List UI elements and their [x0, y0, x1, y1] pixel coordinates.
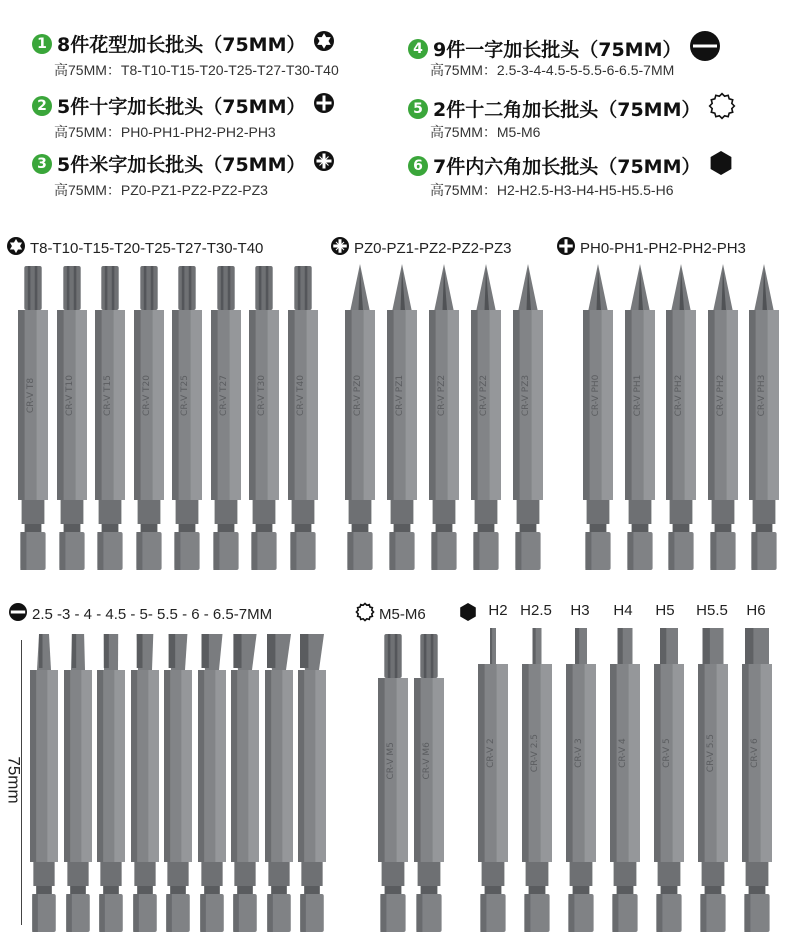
- spec-sizes-3: 高75MM：PZ0-PZ1-PZ2-PZ2-PZ3: [54, 182, 268, 198]
- group-label-text: M5-M6: [379, 605, 426, 623]
- spec-sizes-6: 高75MM：H2-H2.5-H3-H4-H5-H5.5-H6: [430, 182, 674, 198]
- twelve-point-icon: [708, 92, 736, 125]
- spec-number-badge: 2: [32, 96, 52, 116]
- group-label-pozidriv: [330, 236, 512, 260]
- svg-text:CR-V 5: CR-V 5: [662, 738, 672, 768]
- spec-number-badge: 1: [32, 34, 52, 54]
- hex-size-label: H5.5: [696, 602, 728, 619]
- svg-text:CR-V T10: CR-V T10: [64, 375, 75, 416]
- svg-text:CR-V 5.5: CR-V 5.5: [706, 733, 716, 773]
- phillips-icon: [313, 92, 335, 119]
- svg-text:CR-V T30: CR-V T30: [257, 375, 267, 416]
- spec-sizes-2: 高75MM：PH0-PH1-PH2-PH2-PH3: [54, 124, 276, 140]
- svg-text:CR-V 2.5: CR-V 2.5: [530, 733, 540, 773]
- bit-phillips: [625, 262, 655, 570]
- svg-text:CR-V PH0: CR-V PH0: [591, 374, 601, 417]
- svg-text:CR-V PH2: CR-V PH2: [674, 374, 684, 417]
- bit-phillips: [708, 262, 738, 570]
- svg-text:CR-V M5: CR-V M5: [386, 742, 396, 780]
- bit-twelve: [414, 630, 444, 932]
- svg-text:CR-V PH2: CR-V PH2: [715, 374, 726, 417]
- bit-pozidriv: [471, 262, 501, 570]
- pozidriv-icon: [313, 150, 335, 177]
- svg-text:CR-V T20: CR-V T20: [141, 375, 152, 416]
- hex-size-label: H5: [655, 602, 675, 619]
- spec-number-badge: 4: [408, 39, 428, 59]
- bit-slotted: [265, 630, 293, 932]
- bit-hex: [522, 626, 552, 932]
- group-label-twelve: [355, 602, 426, 626]
- bit-hex: [566, 626, 596, 932]
- bit-torx: [18, 262, 48, 570]
- group-label-text: PH0-PH1-PH2-PH2-PH3: [580, 239, 746, 257]
- torx-icon: [6, 236, 26, 260]
- group-label-phillips: [556, 236, 746, 260]
- bit-torx: [95, 262, 125, 570]
- bit-phillips: [666, 262, 696, 570]
- svg-text:CR-V T40: CR-V T40: [295, 375, 306, 416]
- spec-sizes-5: 高75MM：M5-M6: [430, 124, 541, 140]
- bit-pozidriv: [345, 262, 375, 570]
- spec-title-6: [408, 150, 734, 181]
- bit-torx: [134, 262, 164, 570]
- spec-title-text: 2件十二角加长批头（75MM）: [433, 99, 701, 121]
- bit-hex: [742, 626, 772, 932]
- group-label-torx: [6, 236, 263, 260]
- slotted-icon: [689, 30, 721, 67]
- group-label-text: PZ0-PZ1-PZ2-PZ2-PZ3: [354, 239, 512, 257]
- spec-number-badge: 3: [32, 154, 52, 174]
- spec-title-3: [32, 150, 335, 177]
- spec-title-5: [408, 92, 736, 125]
- bit-torx: [288, 262, 318, 570]
- length-label: 75mm: [4, 756, 24, 804]
- bit-slotted: [231, 630, 259, 932]
- hex-size-label: H3: [570, 602, 590, 619]
- svg-text:CR-V PZ2: CR-V PZ2: [479, 374, 489, 417]
- svg-text:CR-V T15: CR-V T15: [103, 375, 113, 416]
- bit-twelve: [378, 630, 408, 932]
- slotted-icon: [8, 602, 28, 626]
- twelve-point-icon: [355, 602, 375, 626]
- bit-slotted: [198, 630, 226, 932]
- hex-size-label: H6: [746, 602, 766, 619]
- hex-icon: [708, 150, 734, 181]
- svg-text:CR-V PH1: CR-V PH1: [632, 374, 643, 417]
- svg-text:CR-V PH3: CR-V PH3: [757, 374, 767, 417]
- svg-text:CR-V 4: CR-V 4: [618, 738, 628, 768]
- svg-text:CR-V M6: CR-V M6: [422, 742, 432, 780]
- spec-title-text: 9件一字加长批头（75MM）: [433, 39, 682, 61]
- bit-slotted: [97, 630, 125, 932]
- bit-pozidriv: [387, 262, 417, 570]
- spec-sizes-4: 高75MM：2.5-3-4-4.5-5-5.5-6-6.5-7MM: [430, 62, 675, 78]
- bit-pozidriv: [513, 262, 543, 570]
- svg-text:CR-V PZ1: CR-V PZ1: [395, 374, 405, 417]
- torx-icon: [313, 30, 335, 57]
- spec-title-text: 5件米字加长批头（75MM）: [57, 154, 306, 176]
- bit-hex: [698, 626, 728, 932]
- bit-slotted: [164, 630, 192, 932]
- spec-sizes-1: 高75MM：T8-T10-T15-T20-T25-T27-T30-T40: [54, 62, 339, 78]
- bit-pozidriv: [429, 262, 459, 570]
- bit-hex: [654, 626, 684, 932]
- group-label-slotted: [8, 602, 272, 626]
- group-label-text: 2.5 -3 - 4 - 4.5 - 5- 5.5 - 6 - 6.5-7MM: [32, 605, 273, 623]
- hex-size-label: H2.5: [520, 602, 552, 619]
- bit-hex: [610, 626, 640, 932]
- spec-number-badge: 5: [408, 99, 428, 119]
- hex-size-label: H2: [488, 602, 508, 619]
- hex-size-label: H4: [613, 602, 633, 619]
- bit-slotted: [298, 630, 326, 932]
- group-label-text: T8-T10-T15-T20-T25-T27-T30-T40: [30, 239, 264, 257]
- svg-text:CR-V T27: CR-V T27: [218, 375, 229, 416]
- spec-number-badge: 6: [408, 156, 428, 176]
- bit-torx: [172, 262, 202, 570]
- svg-text:CR-V T25: CR-V T25: [180, 375, 190, 416]
- svg-text:CR-V 2: CR-V 2: [486, 738, 496, 768]
- svg-text:CR-V T8: CR-V T8: [26, 377, 36, 414]
- bit-torx: [57, 262, 87, 570]
- bit-hex: [478, 626, 508, 932]
- bit-torx: [249, 262, 279, 570]
- spec-title-text: 5件十字加长批头（75MM）: [57, 96, 306, 118]
- bit-torx: [211, 262, 241, 570]
- bit-slotted: [131, 630, 159, 932]
- svg-text:CR-V PZ0: CR-V PZ0: [353, 374, 363, 417]
- spec-title-1: [32, 30, 335, 57]
- spec-title-text: 8件花型加长批头（75MM）: [57, 34, 306, 56]
- spec-title-2: [32, 92, 335, 119]
- bit-phillips: [583, 262, 613, 570]
- bit-slotted: [30, 630, 58, 932]
- svg-text:CR-V 6: CR-V 6: [750, 738, 760, 768]
- bit-slotted: [64, 630, 92, 932]
- spec-title-text: 7件内六角加长批头（75MM）: [433, 156, 701, 178]
- hex-icon: [458, 602, 478, 626]
- phillips-icon: [556, 236, 576, 260]
- svg-text:CR-V 3: CR-V 3: [574, 738, 584, 768]
- bit-phillips: [749, 262, 779, 570]
- svg-text:CR-V PZ3: CR-V PZ3: [521, 374, 531, 417]
- svg-text:CR-V PZ2: CR-V PZ2: [437, 374, 447, 417]
- pozidriv-icon: [330, 236, 350, 260]
